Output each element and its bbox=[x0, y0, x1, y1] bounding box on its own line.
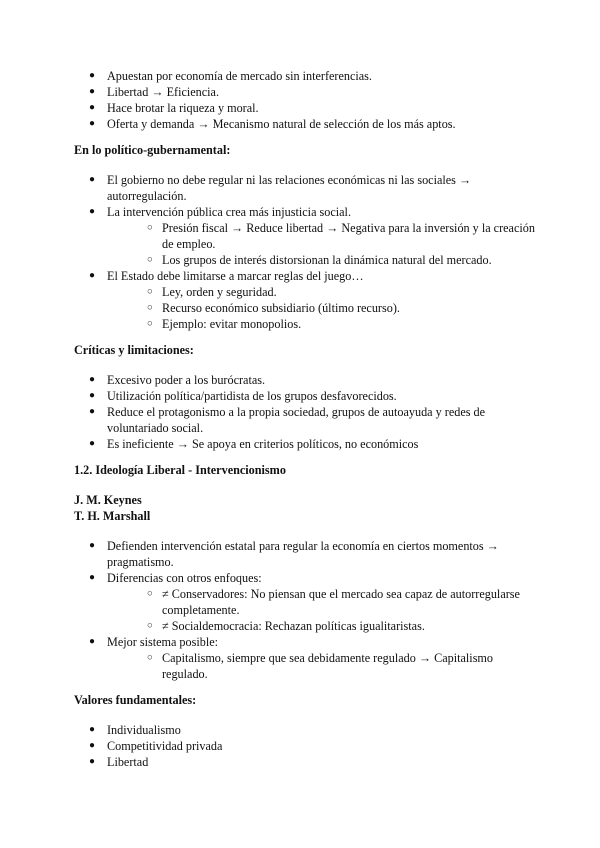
sub-bullet-list bbox=[107, 220, 540, 268]
valores-bullet-list bbox=[74, 722, 540, 770]
list-item: ● Mejor sistema posible: ○ Capitalismo, siempre que sea debidamente regulado → Capitalismo regulado. bbox=[74, 634, 540, 682]
bullet-icon: ● bbox=[89, 636, 96, 647]
bullet-icon: ● bbox=[89, 724, 96, 735]
list-item: ● El gobierno no debe regular ni las relaciones económicas ni las sociales → autorregulación. bbox=[89, 173, 472, 203]
list-item: ● El Estado debe limitarse a marcar reglas del juego… ○ Ley, orden y seguridad. ○ Recurso económico subsidiario (último recurso). ○ Ejemplo: evitar monopolios. bbox=[74, 268, 540, 332]
circle-bullet-icon: ○ bbox=[147, 653, 153, 663]
list-item: ● Diferencias con otros enfoques: ○ ≠ Conservadores: No piensan que el mercado sea capaz de autorregularse completamente. ○ ≠ Socialdemocracia: Rechazan políticas igualitaristas. bbox=[74, 570, 540, 634]
criticas-bullet-list bbox=[74, 372, 540, 452]
bullet-icon: ● bbox=[89, 756, 96, 767]
sub-bullet-list bbox=[107, 650, 540, 682]
sub-list-item: ○ Presión fiscal → Reduce libertad → Negativa para la inversión y la creación de empleo. bbox=[147, 221, 535, 251]
circle-bullet-icon: ○ bbox=[147, 287, 153, 297]
section-heading-criticas: Críticas y limitaciones: bbox=[74, 343, 194, 357]
list-item: ● Es ineficiente → Se apoya en criterios políticos, no económicos bbox=[89, 437, 419, 451]
sub-list-item: ○ ≠ Conservadores: No piensan que el mercado sea capaz de autorregularse completamente. bbox=[147, 587, 520, 617]
politico-bullet-list bbox=[74, 172, 540, 332]
list-item: ● Oferta y demanda → Mecanismo natural de selección de los más aptos. bbox=[89, 117, 456, 131]
list-item: ● Libertad → Eficiencia. bbox=[89, 85, 220, 99]
circle-bullet-icon: ○ bbox=[147, 255, 153, 265]
bullet-icon: ● bbox=[89, 270, 96, 281]
circle-bullet-icon: ○ bbox=[147, 589, 153, 599]
bullet-icon: ● bbox=[89, 86, 96, 97]
sub-list-item: ○ Ejemplo: evitar monopolios. bbox=[147, 317, 302, 331]
sub-list-item: ○ Ley, orden y seguridad. bbox=[147, 285, 277, 299]
intervencionismo-bullet-list bbox=[74, 538, 540, 682]
sub-list-item: ○ Los grupos de interés distorsionan la dinámica natural del mercado. bbox=[147, 253, 492, 267]
intro-bullet-list bbox=[74, 68, 540, 132]
section-heading-liberal-intervencionismo: 1.2. Ideología Liberal - Intervencionismo bbox=[74, 463, 286, 477]
list-item: ● Utilización política/partidista de los grupos desfavorecidos. bbox=[89, 389, 397, 403]
bullet-icon: ● bbox=[89, 438, 96, 449]
list-item: ● Apuestan por economía de mercado sin interferencias. bbox=[89, 69, 372, 83]
bullet-icon: ● bbox=[89, 572, 96, 583]
section-heading-politico: En lo político-gubernamental: bbox=[74, 143, 231, 157]
sub-list-item: ○ ≠ Socialdemocracia: Rechazan políticas igualitaristas. bbox=[147, 619, 425, 633]
sub-list-item: ○ Capitalismo, siempre que sea debidamente regulado → Capitalismo regulado. bbox=[147, 651, 494, 681]
circle-bullet-icon: ○ bbox=[147, 621, 153, 631]
list-item: ● Individualismo bbox=[89, 723, 181, 737]
circle-bullet-icon: ○ bbox=[147, 319, 153, 329]
bullet-icon: ● bbox=[89, 374, 96, 385]
circle-bullet-icon: ○ bbox=[147, 223, 153, 233]
bullet-icon: ● bbox=[89, 206, 96, 217]
list-item: ● Libertad bbox=[89, 755, 149, 769]
list-item: ● Hace brotar la riqueza y moral. bbox=[89, 101, 259, 115]
bullet-icon: ● bbox=[89, 70, 96, 81]
sub-list-item: ○ Recurso económico subsidiario (último recurso). bbox=[147, 301, 400, 315]
list-item: ● Competitividad privada bbox=[89, 739, 223, 753]
bullet-icon: ● bbox=[89, 118, 96, 129]
section-heading-valores: Valores fundamentales: bbox=[74, 693, 197, 707]
list-item: ● Excesivo poder a los burócratas. bbox=[89, 373, 266, 387]
bullet-icon: ● bbox=[89, 406, 96, 417]
bullet-icon: ● bbox=[89, 540, 96, 551]
bullet-icon: ● bbox=[89, 174, 96, 185]
author-name: J. M. Keynes bbox=[74, 493, 142, 507]
list-item: ● Reduce el protagonismo a la propia sociedad, grupos de autoayuda y redes de voluntariado social. bbox=[89, 405, 486, 435]
list-item: ● La intervención pública crea más injusticia social. ○ Presión fiscal → Reduce libertad → Negativa para la inversión y la creación de empleo. ○ Los grupos de interés distorsionan la dinámica natural del mercado. bbox=[74, 204, 540, 268]
circle-bullet-icon: ○ bbox=[147, 303, 153, 313]
bullet-icon: ● bbox=[89, 740, 96, 751]
bullet-icon: ● bbox=[89, 390, 96, 401]
bullet-icon: ● bbox=[89, 102, 96, 113]
list-item: ● Defienden intervención estatal para regular la economía en ciertos momentos → pragmatismo. bbox=[89, 539, 499, 569]
sub-bullet-list bbox=[107, 284, 540, 332]
author-name: T. H. Marshall bbox=[74, 509, 151, 523]
sub-bullet-list bbox=[107, 586, 540, 634]
